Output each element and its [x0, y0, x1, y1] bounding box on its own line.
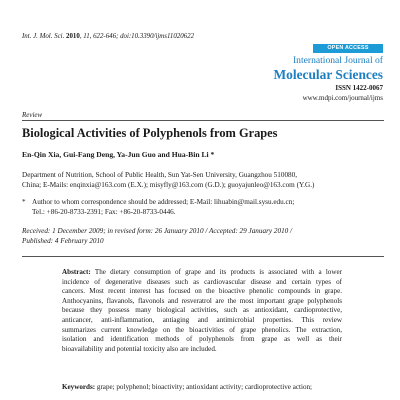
abstract-line: Abstract: The dietary consumption of grape and its products is associated with a lower: [62, 268, 342, 276]
citation-line: [22, 33, 194, 40]
affiliation: [22, 170, 388, 190]
citation-details: , 11, 622-646; doi:10.3390/ijms11020622: [79, 33, 195, 40]
abstract-line: summarizes current knowledge on the bioactivities of grape phenolics. The extraction,: [62, 325, 342, 334]
journal-website-link[interactable]: www.mdpi.com/journal/ijms: [302, 94, 383, 102]
header-divider: [22, 120, 384, 121]
correspondence: [22, 197, 388, 217]
abstract-line: incidence of degenerative diseases such as cardiovascular disease and certain types of: [62, 277, 342, 286]
abstract-line: Anthocyanins, flavanols, flavonols and resveratrol are the most important grape polyphenols: [62, 296, 342, 305]
paper-title: Biological Activities of Polyphenols from Grapes: [22, 126, 278, 140]
abstract-line: cancers. Most recent interest has focused on the bioactive phenolic compounds in grape.: [62, 287, 342, 296]
open-access-badge: OPEN ACCESS: [313, 44, 383, 53]
abstract-line: because they possess many biological activities, such as antioxidant, cardioprotective,: [62, 306, 342, 315]
journal-name-line2: Molecular Sciences: [273, 67, 383, 82]
abstract-label: Abstract:: [62, 268, 91, 276]
publication-dates: [22, 226, 388, 246]
dates-line: Received: 1 December 2009; in revised form: 26 January 2010 / Accepted: 29 January 2010 /: [22, 227, 293, 235]
abstract-line: anticancer, anti-inflammation, antiaging and antimicrobial properties. This review: [62, 315, 342, 324]
abstract-line: isolation and identification methods of polyphenols from grape as well as their: [62, 335, 342, 344]
abstract-line: bioavailability and potential toxicity also are included.: [62, 344, 217, 353]
issn: ISSN 1422-0067: [335, 84, 383, 92]
keywords-label: Keywords:: [62, 383, 96, 391]
citation-journal: Int. J. Mol. Sci.: [22, 33, 65, 40]
keywords: [62, 383, 352, 393]
correspondence-line: Tel.: +86-20-8733-2391; Fax: +86-20-8733-0446.: [32, 208, 176, 216]
correspondence-star: *: [22, 198, 26, 206]
citation-year: 2010: [66, 33, 80, 40]
dates-line: Published: 4 February 2010: [22, 237, 104, 245]
abstract: [62, 268, 342, 354]
article-type: Review: [22, 111, 43, 119]
correspondence-text: Author to whom correspondence should be addressed; E-Mail: lihuabin@mail.sysu.edu.cn;: [32, 198, 295, 206]
affiliation-line: Department of Nutrition, School of Public Health, Sun Yat-Sen University, Guangzhou 510080,: [22, 171, 298, 179]
correspondence-line: [22, 197, 388, 207]
keywords-text: grape; polyphenol; bioactivity; antioxidant activity; cardioprotective action;: [96, 383, 313, 391]
journal-name-line1: International Journal of: [292, 55, 383, 66]
affiliation-line: China; E-Mails: enqinxia@163.com (E.X.); misyfly@163.com (G.D.); guoyajunleo@163.com (Y.G.): [22, 181, 315, 189]
keywords-line: [62, 383, 352, 393]
author-list: En-Qin Xia, Gui-Fang Deng, Ya-Jun Guo and Hua-Bin Li *: [22, 150, 215, 159]
dates-divider: [22, 256, 384, 257]
